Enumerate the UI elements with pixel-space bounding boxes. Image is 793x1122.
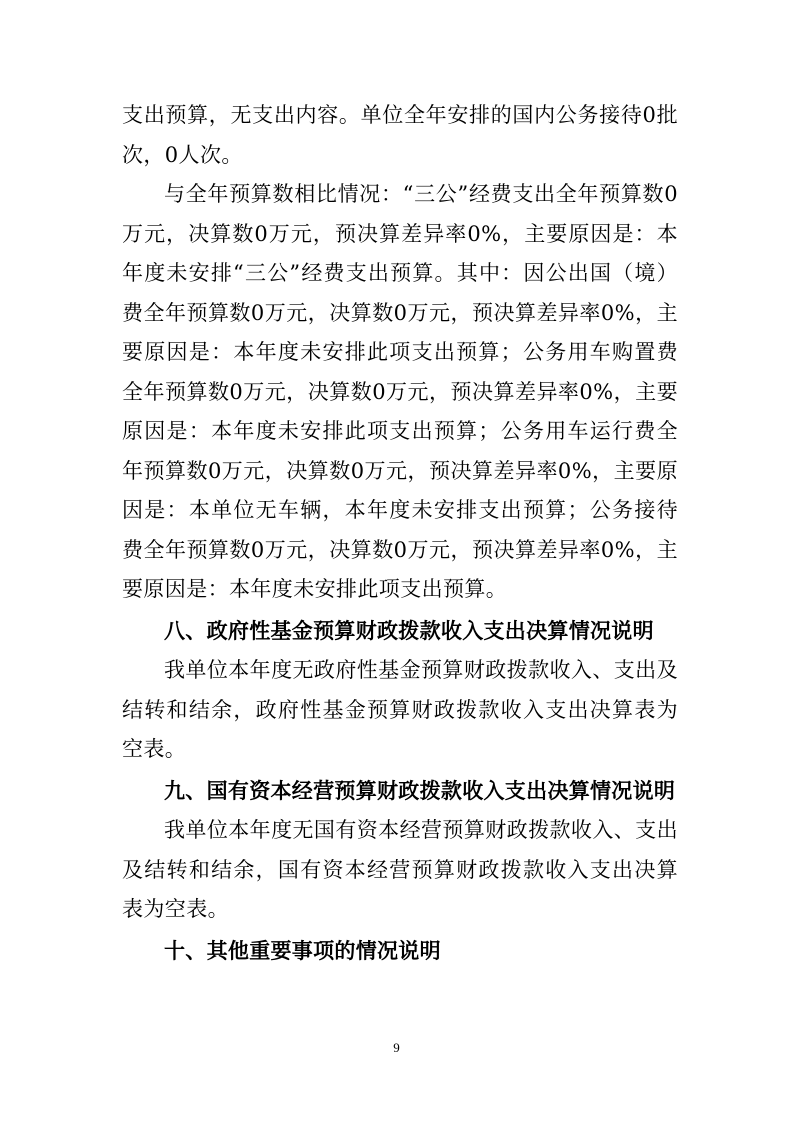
page-number: 9	[393, 1040, 400, 1055]
document-page	[122, 96, 678, 971]
paragraph-three-public-expenses: 与全年预算数相比情况：“三公”经费支出全年预算数0万元，决算数0万元，预决算差异率0%，主要原因是：本年度未安排“三公”经费支出预算。其中：因公出国（境）费全年预算数0万元，决算数0万元，预决算差异率0%，主要原因是：本年度未安排此项支出预算；公务用车购置费全年预算数0万元，决算数0万元，预决算差异率0%，主要原因是：本年度未安排此项支出预算；公务用车运行费全年预算数0万元，决算数0万元，预决算差异率0%，主要原因是：本单位无车辆，本年度未安排支出预算；公务接待费全年预算数0万元，决算数0万元，预决算差异率0%，主要原因是：本年度未安排此项支出预算。	[122, 182, 678, 601]
paragraph-government-fund: 我单位本年度无政府性基金预算财政拨款收入、支出及结转和结余，政府性基金预算财政拨款收入支出决算表为空表。	[122, 658, 678, 761]
section-heading-10: 十、其他重要事项的情况说明	[164, 938, 441, 963]
paragraph-state-capital: 我单位本年度无国有资本经营预算财政拨款收入、支出及结转和结余，国有资本经营预算财政拨款收入支出决算表为空表。	[122, 818, 678, 921]
section-heading-9: 九、国有资本经营预算财政拨款收入支出决算情况说明	[164, 778, 676, 803]
paragraph-continuation: 支出预算，无支出内容。单位全年安排的国内公务接待0批次，0人次。	[122, 103, 678, 167]
section-heading-8: 八、政府性基金预算财政拨款收入支出决算情况说明	[164, 618, 654, 643]
